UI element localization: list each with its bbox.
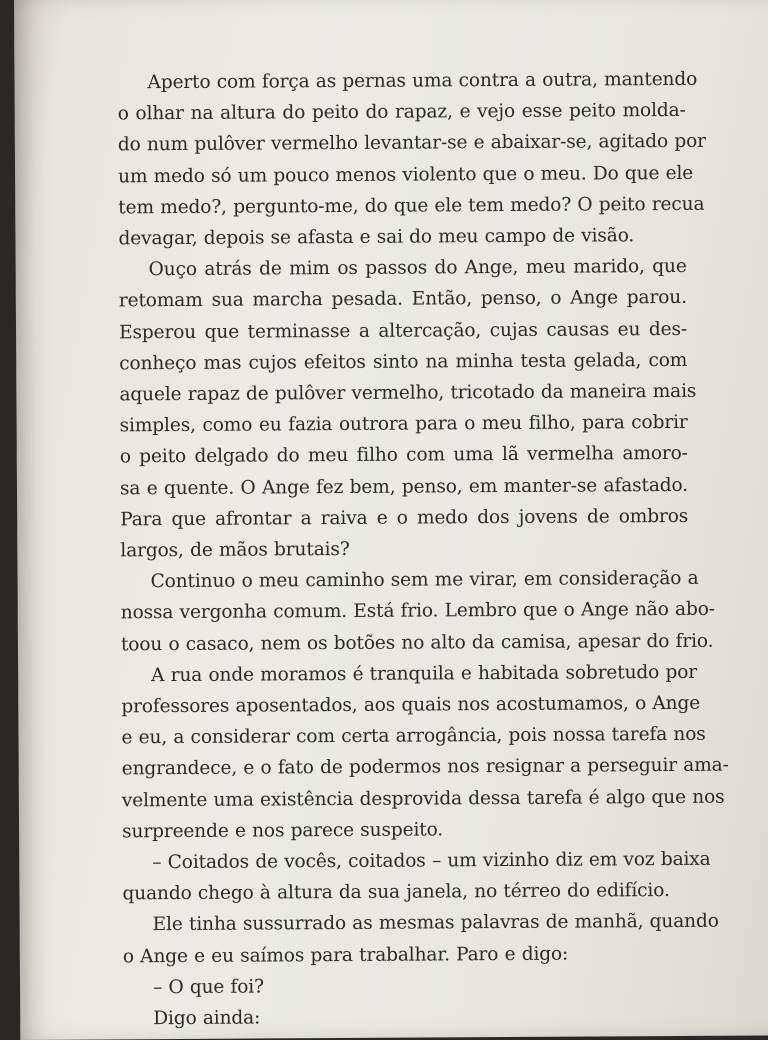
paragraph — [120, 563, 715, 660]
text-line: engrandece, e o fato de podermos nos resignar a perseguir ama- — [121, 755, 729, 780]
text-line: Digo ainda: — [153, 1007, 261, 1030]
text-line: devagar, depois se afasta e sai do meu campo de visão. — [118, 225, 635, 250]
text-line: – O que foi? — [152, 976, 264, 999]
paragraph — [122, 844, 711, 910]
text-line: professores aposentados, aos quais nos acostumamos, o Ange — [121, 692, 701, 718]
text-line: surpreende e nos parece suspeito. — [122, 819, 444, 843]
text-line: A rua onde moramos é tranquila e habitada sobretudo por — [151, 661, 698, 687]
text-line: um medo só um pouco menos violento que o meu. Do que ele — [118, 162, 694, 187]
paragraph — [122, 906, 719, 972]
text-line: Ele tinha sussurrado as mesmas palavras de manhã, quando — [152, 911, 719, 936]
text-line: do num pulôver vermelho levantar-se e abaixar-se, agitado por — [117, 131, 706, 156]
text-line: largos, de mãos brutais? — [120, 539, 350, 562]
paragraph — [117, 64, 706, 255]
text-line: o peito delgado do meu filho com uma lã vermelha amoro- — [119, 443, 688, 468]
text-line: Para que afrontar a raiva e o medo dos jovens de ombros — [120, 505, 689, 531]
text-line: sa e quente. O Ange fez bem, penso, em manter-se afastado. — [119, 474, 689, 500]
text-line: aquele rapaz de pulôver vermelho, tricotado da maneira mais — [119, 380, 697, 406]
paragraph — [121, 657, 729, 848]
text-line: o Ange e eu saímos para trabalhar. Paro e digo: — [122, 943, 569, 968]
text-line: conheço mas cujos efeitos sinto na minha testa gelada, com — [119, 349, 688, 375]
text-line: toou o casaco, nem os botões no alto da camisa, apesar do frio. — [120, 630, 714, 656]
text-line: retomam sua marcha pesada. Então, penso, o Ange parou. — [118, 287, 687, 312]
text-line: Esperou que terminasse a altercação, cujas causas eu des- — [118, 318, 688, 343]
paragraph — [123, 1000, 691, 1035]
text-line: Continuo o meu caminho sem me virar, em consideração a — [150, 568, 699, 593]
body-text — [117, 64, 729, 1035]
text-line: – Coitados de vocês, coitados – um vizinho diz em voz baixa — [152, 848, 711, 874]
text-line: Ouço atrás de mim os passos do Ange, meu marido, que — [148, 256, 687, 281]
text-line: velmente uma existência desprovida dessa tarefa é algo que nos — [121, 786, 725, 812]
text-line: tem medo?, pergunto-me, do que ele tem medo? O peito recua — [118, 193, 705, 219]
text-line: quando chego à altura da sua janela, no térreo do edifício. — [122, 880, 670, 905]
book-page — [14, 0, 768, 1040]
paragraph — [123, 969, 691, 1004]
text-line: o olhar na altura do peito do rapaz, e vejo esse peito molda- — [117, 100, 686, 125]
text-line: Aperto com força as pernas uma contra a outra, mantendo — [147, 68, 698, 94]
paragraph — [118, 251, 697, 566]
text-line: simples, como eu fazia outrora para o meu filho, para cobrir — [119, 412, 688, 437]
text-line: e eu, a considerar com certa arrogância, pois nossa tarefa nos — [121, 724, 706, 749]
text-line: nossa vergonha comum. Está frio. Lembro que o Ange não abo- — [120, 599, 715, 624]
